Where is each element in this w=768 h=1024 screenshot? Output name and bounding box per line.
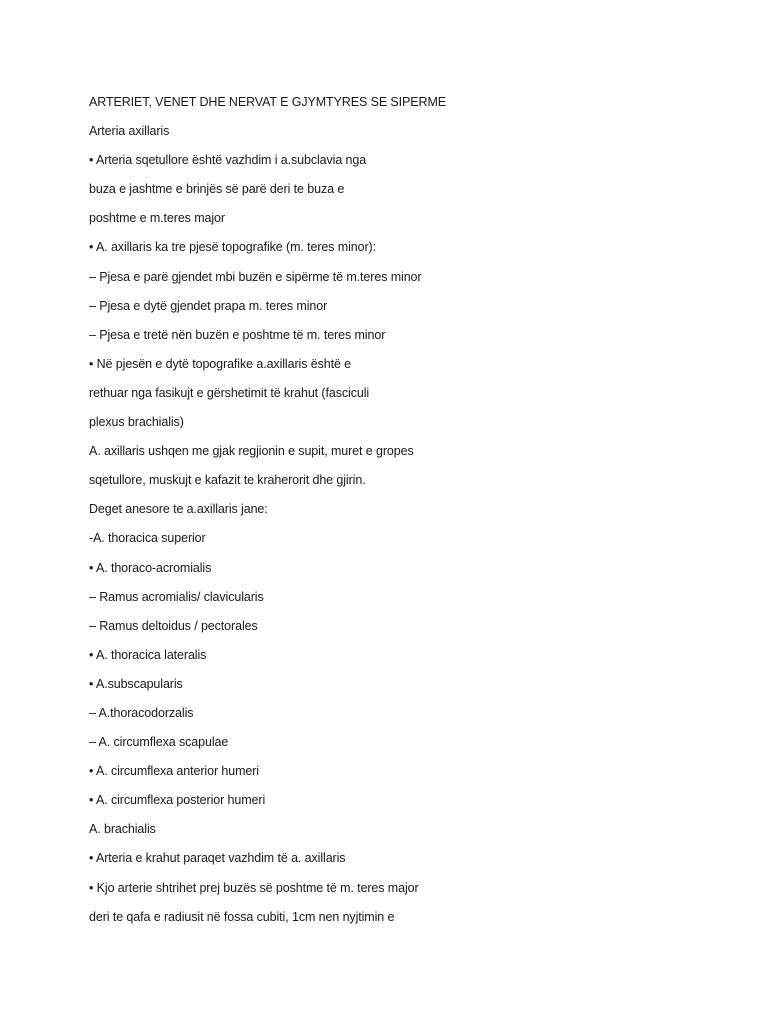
- text-line: poshtme e m.teres major: [89, 211, 225, 226]
- text-line: – Pjesa e parë gjendet mbi buzën e sipërme të m.teres minor: [89, 269, 422, 284]
- text-line: • Në pjesën e dytë topografike a.axillaris është e: [89, 356, 352, 371]
- section-heading-a-brachialis: A. brachialis: [89, 822, 156, 837]
- text-line: deri te qafa e radiusit në fossa cubiti, 1cm nen nyjtimin e: [89, 909, 395, 924]
- text-line: • A. thoraco-acromialis: [89, 560, 212, 575]
- document-title: ARTERIET, VENET DHE NERVAT E GJYMTYRES SE SIPERME: [89, 95, 446, 109]
- text-line: • A. axillaris ka tre pjesë topografike (m. teres minor):: [89, 240, 376, 255]
- text-line: • Arteria sqetullore është vazhdim i a.subclavia nga: [89, 153, 367, 168]
- text-line: • Kjo arterie shtrihet prej buzës së poshtme të m. teres major: [89, 880, 419, 895]
- text-line: • A. thoracica lateralis: [89, 647, 207, 662]
- text-line: – Pjesa e dytë gjendet prapa m. teres minor: [89, 298, 328, 313]
- text-line: • A. circumflexa posterior humeri: [89, 793, 266, 808]
- text-line: • A.subscapularis: [89, 676, 183, 691]
- text-line: – A.thoracodorzalis: [89, 705, 194, 720]
- text-line: buza e jashtme e brinjës së parë deri te buza e: [89, 182, 345, 197]
- text-line: rethuar nga fasikujt e gërshetimit të krahut (fasciculi: [89, 385, 370, 400]
- text-line: – Ramus acromialis/ clavicularis: [89, 589, 264, 604]
- text-line: – Pjesa e tretë nën buzën e poshtme të m. teres minor: [89, 327, 386, 342]
- text-line: Deget anesore te a.axillaris jane:: [89, 502, 268, 517]
- document-body: [89, 93, 729, 937]
- text-line: – Ramus deltoidus / pectorales: [89, 618, 258, 633]
- text-line: -A. thoracica superior: [89, 531, 206, 546]
- text-line: – A. circumflexa scapulae: [89, 735, 229, 750]
- text-line: • Arteria e krahut paraqet vazhdim të a. axillaris: [89, 851, 346, 866]
- text-line: A. axillaris ushqen me gjak regjionin e supit, muret e gropes: [89, 444, 414, 459]
- section-heading-arteria-axillaris: Arteria axillaris: [89, 124, 170, 139]
- text-line: • A. circumflexa anterior humeri: [89, 764, 259, 779]
- text-line: plexus brachialis): [89, 415, 184, 430]
- text-line: sqetullore, muskujt e kafazit te kraherorit dhe gjirin.: [89, 473, 366, 488]
